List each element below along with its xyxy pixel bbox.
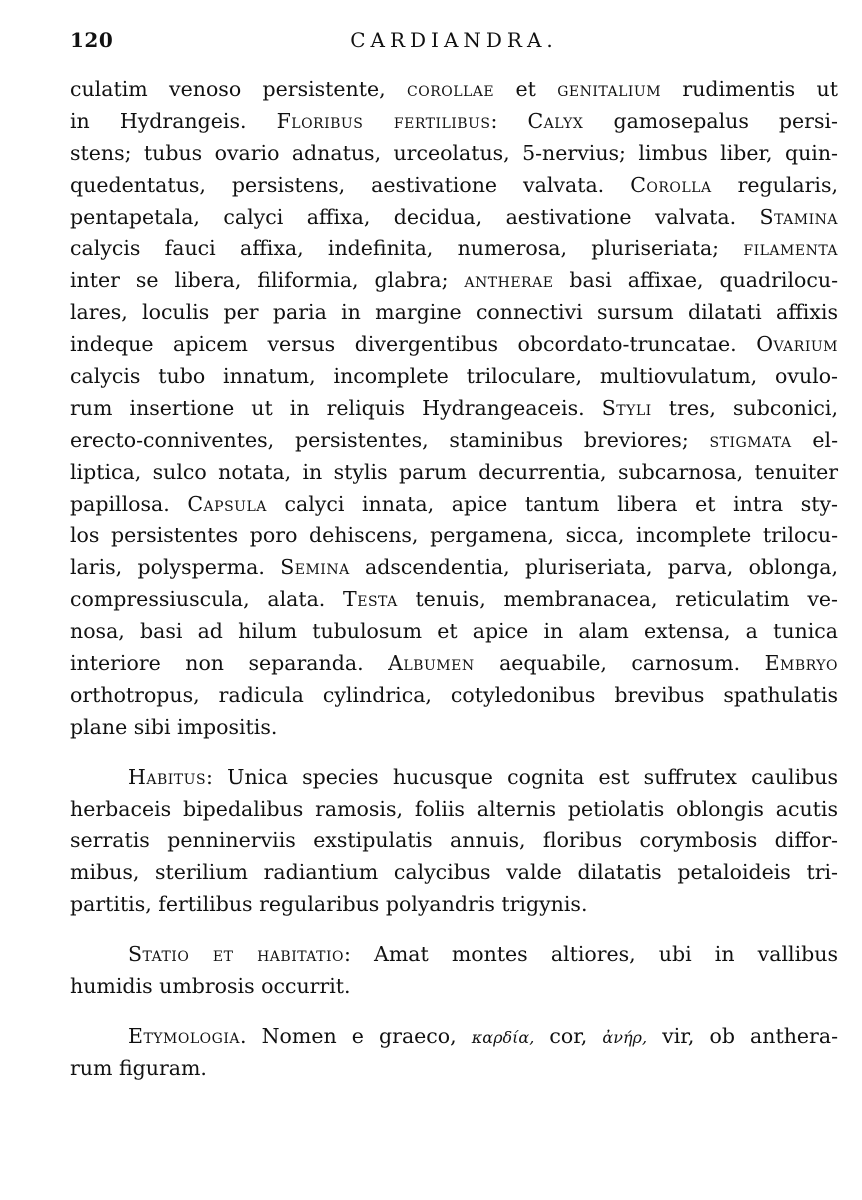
- text-run: : Unica species hucusque cognita est suffrutex caulibus: [206, 764, 838, 789]
- text-run: laris, polysperma.: [70, 555, 281, 580]
- small-caps-term: Ovarium: [756, 332, 838, 357]
- text-line: [70, 1021, 838, 1053]
- text-run: tenuis, membranacea, reticulatim ve-: [397, 587, 838, 612]
- small-caps-term: Styli: [601, 395, 652, 420]
- small-caps-term: Albumen: [388, 651, 475, 676]
- text-run: cor,: [534, 1023, 603, 1048]
- text-run: partitis, fertilibus regularibus polyandris trigynis.: [70, 892, 588, 917]
- text-line: [70, 825, 838, 857]
- greek-word: ἀνήρ,: [602, 1027, 648, 1047]
- text-run: nosa, basi ad hilum tubulosum et apice in alam extensa, a tunica: [70, 619, 838, 644]
- paragraph-gap: [70, 744, 838, 762]
- small-caps-term: corollae: [407, 77, 495, 101]
- text-run: plane sibi impositis.: [70, 714, 278, 739]
- body-text: [70, 74, 838, 1085]
- text-run: rudimentis ut: [661, 77, 838, 101]
- text-run: serratis penninerviis exstipulatis annuis, floribus corymbosis diffor-: [70, 828, 838, 853]
- small-caps-term: Statio et habitatio: [128, 942, 344, 967]
- running-title: CARDIANDRA.: [350, 28, 558, 52]
- text-run: aequabile, carnosum.: [474, 651, 765, 676]
- text-line: [70, 857, 838, 889]
- text-line: [70, 1053, 838, 1085]
- text-line: [70, 361, 838, 393]
- text-line: [70, 138, 838, 170]
- text-run: quedentatus, persistens, aestivatione valvata.: [70, 172, 631, 197]
- text-line: [70, 489, 838, 521]
- text-line: [70, 265, 838, 297]
- text-run: erecto-conniventes, persistentes, staminibus breviores;: [70, 427, 710, 452]
- text-run: interiore non separanda.: [70, 651, 389, 676]
- text-line: [70, 233, 838, 265]
- small-caps-term: Floribus fertilibus: [276, 108, 491, 133]
- text-run: regularis,: [711, 172, 839, 197]
- text-line: [70, 202, 838, 234]
- text-line: [70, 552, 838, 584]
- text-run: inter se libera, filiformia, glabra;: [70, 268, 465, 293]
- small-caps-term: Embryo: [764, 651, 838, 676]
- text-run: papillosa.: [70, 491, 188, 516]
- text-run: culatim venoso persistente,: [70, 77, 407, 101]
- small-caps-term: Etymologia: [128, 1023, 240, 1048]
- text-run: adscendentia, pluriseriata, parva, oblonga,: [349, 555, 838, 580]
- text-line: [70, 762, 838, 794]
- text-run: gamosepalus persi-: [583, 108, 838, 133]
- text-run: los persistentes poro dehiscens, pergamena, sicca, incomplete trilocu-: [70, 523, 838, 548]
- small-caps-term: Calyx: [527, 108, 584, 133]
- text-run: rum figuram.: [70, 1055, 207, 1080]
- text-run: tres, subconici,: [651, 395, 838, 420]
- text-line: [70, 648, 838, 680]
- small-caps-term: filamenta: [743, 236, 838, 261]
- text-line: [70, 616, 838, 648]
- small-caps-term: stigmata: [709, 427, 792, 452]
- text-run: : Amat montes altiores, ubi in vallibus: [344, 942, 838, 967]
- small-caps-term: Capsula: [187, 491, 267, 516]
- text-run: et: [494, 77, 558, 101]
- small-caps-term: Habitus: [128, 764, 207, 789]
- text-line: [70, 939, 838, 971]
- text-run: in Hydrangeis.: [70, 108, 277, 133]
- text-line: [70, 794, 838, 826]
- text-run: calycis fauci affixa, indefinita, numerosa, pluriseriata;: [70, 236, 744, 261]
- paragraph-gap: [70, 1003, 838, 1021]
- text-line: [70, 712, 838, 744]
- text-run: calycis tubo innatum, incomplete triloculare, multiovulatum, ovulo-: [70, 364, 838, 389]
- text-line: [70, 393, 838, 425]
- page-header: [70, 28, 838, 58]
- small-caps-term: Corolla: [630, 172, 712, 197]
- text-run: el-: [791, 427, 838, 452]
- text-line: [70, 457, 838, 489]
- text-run: humidis umbrosis occurrit.: [70, 974, 351, 999]
- text-line: [70, 425, 838, 457]
- text-run: lares, loculis per paria in margine connectivi sursum dilatati affixis: [70, 300, 838, 325]
- text-run: calyci innata, apice tantum libera et intra sty-: [266, 491, 838, 516]
- text-line: [70, 889, 838, 921]
- text-run: pentapetala, calyci affixa, decidua, aestivatione valvata.: [70, 204, 760, 229]
- text-run: basi affixae, quadrilocu-: [553, 268, 838, 293]
- text-run: rum insertione ut in reliquis Hydrangeaceis.: [70, 395, 602, 420]
- text-line: [70, 520, 838, 552]
- text-run: herbaceis bipedalibus ramosis, foliis alternis petiolatis oblongis acutis: [70, 796, 838, 821]
- text-line: [70, 584, 838, 616]
- greek-word: καρδία,: [471, 1027, 535, 1047]
- small-caps-term: Semina: [280, 555, 350, 580]
- text-line: [70, 74, 838, 106]
- text-run: compressiuscula, alata.: [70, 587, 344, 612]
- text-run: liptica, sulco notata, in stylis parum decurrentia, subcarnosa, tenuiter: [70, 459, 838, 484]
- small-caps-term: Testa: [343, 587, 398, 612]
- text-run: vir, ob anthera-: [647, 1023, 839, 1048]
- text-run: stens; tubus ovario adnatus, urceolatus, 5-nervius; limbus liber, quin-: [70, 140, 838, 165]
- text-line: [70, 106, 838, 138]
- text-run: mibus, sterilium radiantium calycibus valde dilatatis petaloideis tri-: [70, 860, 838, 885]
- text-run: orthotropus, radicula cylindrica, cotyledonibus brevibus spathulatis: [70, 682, 838, 707]
- text-run: :: [490, 108, 528, 133]
- text-line: [70, 680, 838, 712]
- small-caps-term: genitalium: [557, 77, 662, 101]
- text-run: indeque apicem versus divergentibus obcordato-truncatae.: [70, 332, 757, 357]
- text-run: . Nomen e graeco,: [239, 1023, 472, 1048]
- text-line: [70, 971, 838, 1003]
- small-caps-term: antherae: [464, 268, 554, 293]
- text-line: [70, 297, 838, 329]
- small-caps-term: Stamina: [759, 204, 838, 229]
- text-line: [70, 170, 838, 202]
- text-line: [70, 329, 838, 361]
- page-number: 120: [70, 28, 114, 52]
- paragraph-gap: [70, 921, 838, 939]
